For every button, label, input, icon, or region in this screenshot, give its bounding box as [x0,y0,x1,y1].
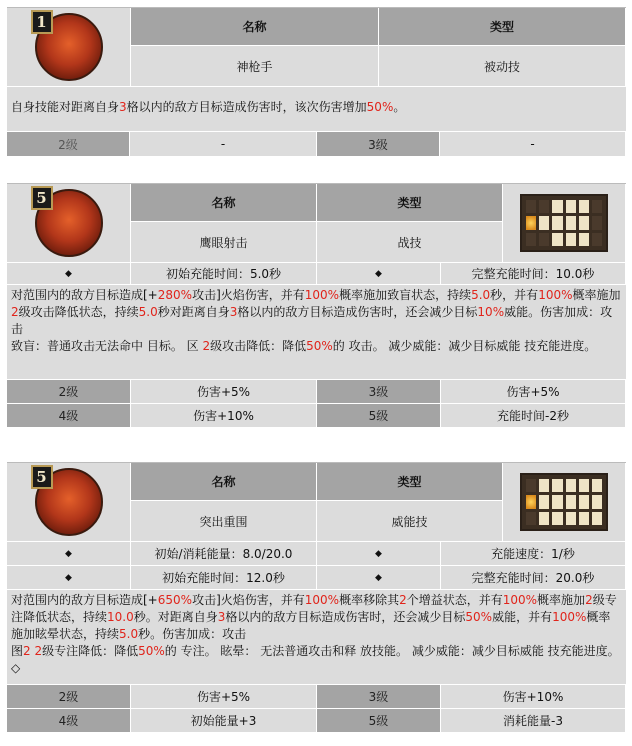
description-text: 的 专注。 眩晕： 无法普通攻击和释 放技能。 减少威能：减少目标威能 技充能进度。 ◇ [11,644,620,675]
highlight-value: 280% [157,288,193,302]
range-grid-cell [503,463,626,542]
skill-type: 被动技 [379,46,626,87]
description-text: 威能。伤害加成：攻击 [11,305,613,336]
skill-1-icon-cell [7,8,131,87]
full-charge-time: 完整充能时间：20.0秒 [441,566,626,590]
highlight-value: 2 2 [23,644,43,658]
description-text: 自身技能对距离自身 [11,100,120,114]
skill-3-level-badge: 5 [31,465,53,489]
skill-3-icon-cell [7,463,131,542]
highlight-value: 50% [465,610,493,624]
skill-name: 神枪手 [131,46,379,87]
description-text: 概率施加致盲状态，持续 [339,288,472,302]
range-grid-cell [503,184,626,263]
level-effect: 充能时间-2秒 [441,404,626,428]
name-header: 名称 [131,184,317,222]
level-effect: - [130,132,317,157]
description-text: 概率施加 [572,288,621,302]
level-effect: 伤害+10% [441,685,626,709]
highlight-value: 10.0 [107,610,134,624]
highlight-value: 5.0 [138,305,158,319]
skill-3-icon [35,468,103,536]
level-effect: - [440,132,626,157]
level-label: 3级 [317,685,441,709]
skill-type: 战技 [317,222,503,263]
highlight-value: 100% [304,593,340,607]
type-header: 类型 [317,184,503,222]
level-effect: 初始能量+3 [131,709,317,733]
description-text: 概率移除其 [339,593,400,607]
level-label: 2级 [7,685,131,709]
highlight-value: 5.0 [119,627,139,641]
description-text: 致盲：普通攻击无法命中 目标。 区 [11,339,203,353]
skill-card-1 [7,7,626,157]
description-text: 格以内的敌方目标造成伤害时，还会减少目标 [225,610,466,624]
description-text: 秒。伤害加成：攻击 [138,627,247,641]
bullet-icon: ◆ [7,263,131,285]
description-text: 的 攻击。 减少威能：减少目标威能 技充能进度。 [332,339,597,353]
range-grid [520,194,608,252]
level-label: 2级 [7,380,131,404]
skill-1-description [7,87,626,132]
level-label: 4级 [7,404,131,428]
description-text: 威能，并有 [492,610,553,624]
level-label: 3级 [317,380,441,404]
skill-2-level-badge: 5 [31,186,53,210]
level-effect: 消耗能量-3 [441,709,626,733]
level-label: 5级 [317,709,441,733]
level-label: 3级 [317,132,440,157]
level-effect: 伤害+5% [131,685,317,709]
skill-card-2 [7,183,626,428]
description-text: 级专注降低状态，持续 [11,593,617,624]
description-text: 对范围内的敌方目标造成[+ [11,593,158,607]
description-text: 级专注降低：降低 [42,644,139,658]
type-header: 类型 [379,8,626,46]
skill-1-icon [35,13,103,81]
skill-name: 突出重围 [131,501,317,542]
range-grid [520,473,608,531]
highlight-value: 50% [366,100,394,114]
description-text: 图 [11,644,24,658]
bullet-icon: ◆ [7,542,131,566]
description-text: 攻击]火焰伤害，并有 [192,288,305,302]
highlight-value: 100% [304,288,340,302]
highlight-value: 100% [552,610,587,624]
initial-charge-time: 初始充能时间：12.0秒 [131,566,317,590]
description-text: 秒对距离自身 [157,305,230,319]
level-label: 4级 [7,709,131,733]
bullet-icon: ◆ [317,263,441,285]
bullet-icon: ◆ [7,566,131,590]
type-header: 类型 [317,463,503,501]
skill-3-description [7,590,626,685]
description-text: 个增益状态，并有 [406,593,503,607]
highlight-value: 2 [202,339,211,353]
description-text: 格以内的敌方目标造成伤害时，该次伤害增加 [126,100,367,114]
highlight-value: 100% [538,288,573,302]
description-text: 概率施加 [537,593,586,607]
name-header: 名称 [131,463,317,501]
level-label: 5级 [317,404,441,428]
skill-card-3 [7,462,626,733]
description-text: 秒。对距离自身 [133,610,218,624]
highlight-value: 2 [11,305,19,319]
highlight-value: 50% [306,339,333,353]
description-text: 秒，并有 [490,288,539,302]
bullet-icon: ◆ [317,542,441,566]
bullet-icon: ◆ [317,566,441,590]
full-charge-time: 完整充能时间：10.0秒 [441,263,626,285]
highlight-value: 650% [157,593,193,607]
level-effect: 伤害+5% [441,380,626,404]
description-text: 级攻击降低状态，持续 [18,305,139,319]
highlight-value: 2 [585,593,593,607]
skill-2-description [7,285,626,380]
initial-energy: 初始/消耗能量：8.0/20.0 [131,542,317,566]
name-header: 名称 [131,8,379,46]
skill-2-icon-cell [7,184,131,263]
skill-1-level-badge: 1 [31,10,53,34]
description-text: 格以内的敌方目标造成伤害时，还会减少目标 [237,305,478,319]
description-text: 概率施加眩晕状态，持续 [11,610,611,641]
highlight-value: 2 [399,593,407,607]
skill-name: 鹰眼射击 [131,222,317,263]
skill-2-icon [35,189,103,257]
level-label: 2级 [7,132,130,157]
highlight-value: 10% [477,305,505,319]
description-text: 对范围内的敌方目标造成[+ [11,288,158,302]
description-text: 攻击]火焰伤害，并有 [192,593,305,607]
highlight-value: 5.0 [471,288,491,302]
description-text: 。 [393,100,406,114]
skill-type: 威能技 [317,501,503,542]
highlight-value: 3 [229,305,238,319]
highlight-value: 3 [217,610,226,624]
charge-speed: 充能速度：1/秒 [441,542,626,566]
level-effect: 伤害+5% [131,380,317,404]
highlight-value: 50% [138,644,165,658]
highlight-value: 100% [502,593,538,607]
level-effect: 伤害+10% [131,404,317,428]
highlight-value: 3 [119,100,127,114]
initial-charge-time: 初始充能时间：5.0秒 [131,263,317,285]
description-text: 级攻击降低：降低 [210,339,307,353]
